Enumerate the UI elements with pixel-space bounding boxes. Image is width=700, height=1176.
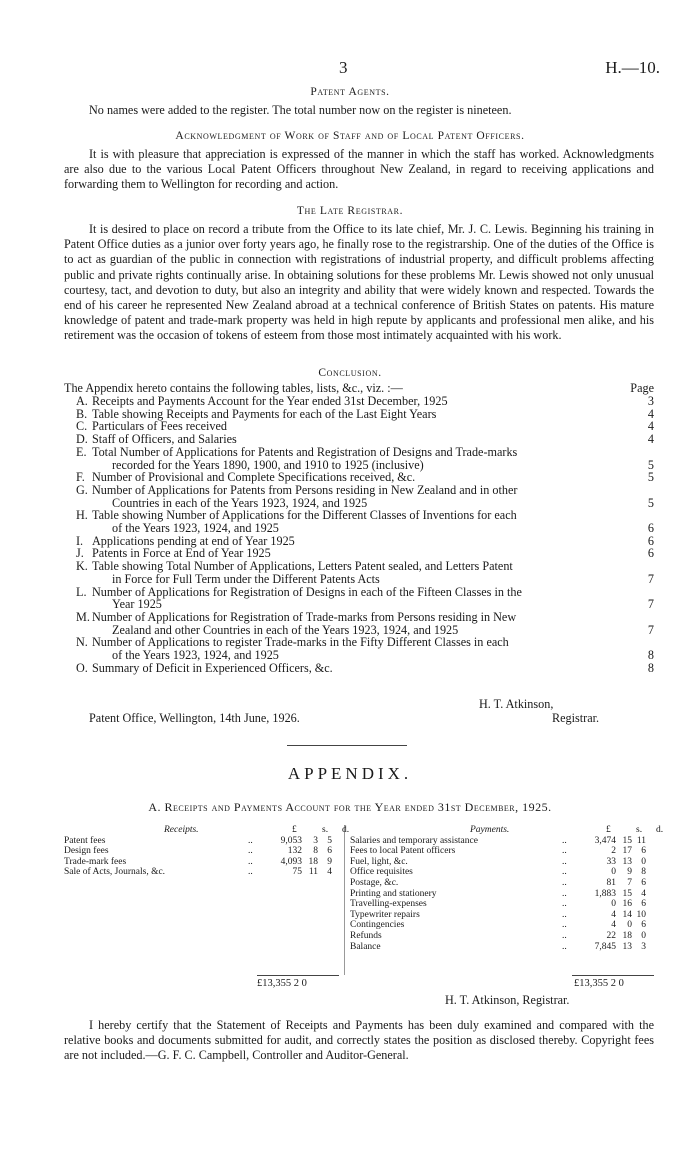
payments-amount-s: 13 — [622, 941, 632, 952]
payments-item-label: Contingencies — [350, 920, 405, 931]
leader-dots: .. — [562, 888, 567, 899]
receipts-amount-l: 75 — [292, 867, 302, 878]
leader-dots: .. — [562, 920, 567, 931]
payments-amount-d: 6 — [641, 846, 646, 857]
place-date: Patent Office, Wellington, 14th June, 1926. — [89, 711, 300, 725]
appendix-title: APPENDIX. — [287, 764, 413, 783]
payments-amount-d: 4 — [641, 888, 646, 899]
leader-dots: .. — [562, 941, 567, 952]
list-item-letter: D. — [76, 432, 88, 447]
receipts-amount-l: 9,053 — [280, 835, 302, 846]
list-item-line: of the Years 1923, 1924, and 1925 — [112, 648, 279, 663]
receipts-amount-l: 132 — [287, 846, 302, 857]
list-item-letter: L. — [76, 584, 87, 599]
list-item-line: Zealand and other Countries in each of the Years 1923, 1924, and 1925 — [112, 622, 459, 637]
payments-amount-d: 3 — [641, 941, 646, 952]
payments-item-label: Postage, &c. — [350, 877, 399, 888]
payments-amount-l: 4 — [611, 920, 616, 931]
payments-amount-l: 0 — [611, 899, 616, 910]
payments-amount-l: 2 — [611, 846, 616, 857]
payments-total-rule — [572, 975, 654, 976]
payments-row — [350, 867, 654, 878]
currency-header-pounds: £ — [606, 825, 611, 835]
receipts-row — [64, 846, 340, 857]
list-item-page: 7 — [647, 571, 654, 586]
receipts-item-label: Patent fees — [64, 835, 106, 846]
leader-dots: .. — [248, 867, 253, 878]
payments-header-row — [350, 825, 664, 836]
list-item-page: 4 — [647, 406, 654, 421]
list-item-line: recorded for the Years 1890, 1900, and 1910 to 1925 (inclusive) — [112, 457, 424, 472]
appendix-signature: H. T. Atkinson, Registrar. — [445, 993, 570, 1007]
payments-total: £13,355 2 0 — [574, 978, 624, 989]
receipts-amount-s: 8 — [313, 846, 318, 857]
list-item-letter: N. — [76, 635, 88, 650]
list-item-letter: E. — [76, 444, 87, 459]
payments-amount-s: 14 — [622, 909, 632, 920]
payments-amount-l: 81 — [606, 877, 616, 888]
payments-row — [350, 931, 654, 942]
list-item-line: of the Years 1923, 1924, and 1925 — [112, 521, 279, 536]
receipts-amount-d: 5 — [327, 835, 332, 846]
payments-item-label: Office requisites — [350, 867, 413, 878]
leader-dots: .. — [562, 930, 567, 941]
list-item-line: Number of Provisional and Complete Specifications received, &c. — [92, 470, 416, 485]
appendix-list-item — [64, 586, 654, 611]
payments-amount-d: 11 — [636, 835, 646, 846]
heading-acknowledgment: Acknowledgment of Work of Staff and of Local Patent Officers. — [175, 130, 525, 142]
receipts-amount-s: 11 — [308, 867, 318, 878]
payments-amount-d: 0 — [641, 856, 646, 867]
leader-dots: .. — [562, 909, 567, 920]
list-item-text — [92, 484, 632, 509]
list-item-text — [92, 611, 632, 636]
audit-certificate: I hereby certify that the Statement of Receipts and Payments has been duly examined and compared with the relative books and documents submitted for audit, and correctly states the position as disclosed thereby. Copyright fees are not included.—G. F. C. Campbell, Controller and Auditor-General. — [64, 1018, 654, 1063]
receipts-amount-s: 3 — [313, 835, 318, 846]
payments-amount-d: 6 — [641, 899, 646, 910]
payments-row — [350, 899, 654, 910]
list-item-letter: K. — [76, 559, 88, 574]
appendix-list-item — [64, 446, 654, 471]
list-item-page: 7 — [647, 622, 654, 637]
list-item-line: Number of Applications for Registration of Trade-marks from Persons residing in New — [92, 609, 517, 624]
appendix-intro-text: The Appendix hereto contains the following tables, lists, &c., viz. :— — [64, 381, 403, 395]
receipts-item-label: Trade-mark fees — [64, 856, 127, 867]
list-item-letter: H. — [76, 508, 88, 523]
payments-row — [350, 878, 654, 889]
list-item-line: Table showing Total Number of Applications, Letters Patent sealed, and Letters Patent — [92, 559, 513, 574]
receipts-amount-d: 6 — [327, 846, 332, 857]
list-item-line: Total Number of Applications for Patents and Registration of Designs and Trade-marks — [92, 444, 518, 459]
list-item-line: Countries in each of the Years 1923, 1924, and 1925 — [112, 495, 368, 510]
list-item-line: Table showing Number of Applications for the Different Classes of Inventions for each — [92, 508, 517, 523]
payments-amount-l: 7,845 — [594, 941, 616, 952]
payments-item-label: Refunds — [350, 930, 382, 941]
payments-amount-d: 6 — [641, 877, 646, 888]
list-item-line: Patents in Force at End of Year 1925 — [92, 546, 271, 561]
appendix-list-item — [64, 433, 654, 446]
payments-row — [350, 920, 654, 931]
payments-row — [350, 857, 654, 868]
payments-amount-l: 1,883 — [594, 888, 616, 899]
payments-item-label: Typewriter repairs — [350, 909, 420, 920]
list-item-text — [92, 446, 632, 471]
list-item-page: 8 — [647, 648, 654, 663]
column-divider — [344, 825, 345, 975]
acknowledgment-text: It is with pleasure that appreciation is expressed of the manner in which the staff has worked. Acknowledgments are also due to the various Local Patent Officers throughout New Zealand, in regard to receiving applications and forwarding them to Wellington for recording and action. — [64, 147, 654, 192]
list-item-text — [92, 509, 632, 534]
payments-row — [350, 836, 654, 847]
list-item-line: Receipts and Payments Account for the Year ended 31st December, 1925 — [92, 394, 448, 408]
registrar-signature-title: Registrar. — [552, 711, 600, 725]
payments-column — [350, 825, 664, 952]
payments-amount-l: 33 — [606, 856, 616, 867]
payments-item-label: Printing and stationery — [350, 888, 437, 899]
receipts-item-label: Sale of Acts, Journals, &c. — [64, 867, 166, 878]
list-item-line: in Force for Full Term under the Different Patents Acts — [112, 571, 380, 586]
list-item-line: Number of Applications for Registration of Designs in each of the Fifteen Classes in the — [92, 584, 522, 599]
receipts-row — [64, 857, 340, 868]
list-item-page: 7 — [647, 597, 654, 612]
payments-amount-s: 7 — [627, 877, 632, 888]
list-item-page: 4 — [647, 419, 654, 434]
page-number: 3 — [339, 58, 348, 77]
appendix-contents-list — [64, 395, 654, 674]
late-registrar-text: It is desired to place on record a tribute from the Office to its late chief, Mr. J. C. Lewis. Beginning his training in Patent Office duties as a junior over forty years ago, he finally rose to the registrarship. One of the duties of the Office is to act as guardian of the public in connection with registrations of industrial property, and difficult problems affecting public and private rights continually arise. In obtaining solutions for these problems Mr. Lewis showed not only unusual courtesy, tact, and devotion to duty, but also an integrity and ability that were widely known and respected. Towards the end of his career he represented New Zealand abroad at a technical conference of British States on patents. His mature knowledge of patent and trade-mark property was held in high repute by applicants and professional men alike, and his retirement was the occasion of tokens of esteem from those most intimately acquainted with his work. — [64, 222, 654, 343]
leader-dots: .. — [562, 846, 567, 857]
receipts-amount-l: 4,093 — [280, 856, 302, 867]
list-item-page: 5 — [647, 457, 654, 472]
currency-header-pence: d. — [656, 825, 664, 835]
payments-amount-l: 3,474 — [594, 835, 616, 846]
list-item-letter: C. — [76, 419, 88, 434]
list-item-letter: I. — [76, 533, 84, 548]
payments-item-label: Travelling-expenses — [350, 899, 427, 910]
list-item-page: 6 — [647, 521, 654, 536]
payments-amount-l: 22 — [606, 930, 616, 941]
list-item-line: Staff of Officers, and Salaries — [92, 432, 237, 447]
payments-label: Payments. — [470, 825, 510, 835]
list-item-text — [92, 395, 632, 408]
payments-amount-d: 10 — [636, 909, 646, 920]
payments-amount-d: 6 — [641, 920, 646, 931]
list-item-text — [92, 636, 632, 661]
receipts-header-row — [64, 825, 350, 836]
list-item-letter: A. — [76, 394, 88, 408]
list-item-page: 6 — [647, 546, 654, 561]
page-column-label: Page — [630, 381, 654, 395]
list-item-letter: M. — [76, 609, 90, 624]
list-item-text — [92, 586, 632, 611]
currency-header-pence: d. — [342, 825, 350, 835]
payments-row — [350, 910, 654, 921]
payments-item-label: Fuel, light, &c. — [350, 856, 408, 867]
payments-item-label: Salaries and temporary assistance — [350, 835, 478, 846]
payments-amount-l: 4 — [611, 909, 616, 920]
registrar-signature-name: H. T. Atkinson, — [479, 697, 554, 711]
section-divider — [287, 745, 407, 746]
payments-amount-s: 17 — [622, 846, 632, 857]
receipts-total-rule — [257, 975, 339, 976]
payments-amount-s: 15 — [622, 888, 632, 899]
payments-amount-s: 16 — [622, 899, 632, 910]
list-item-text — [92, 662, 632, 675]
account-title: A. Receipts and Payments Account for the Year ended 31st December, 1925. — [148, 800, 552, 814]
patent-agents-text: No names were added to the register. The total number now on the register is nineteen. — [89, 103, 512, 117]
payments-amount-d: 8 — [641, 867, 646, 878]
list-item-line: Number of Applications to register Trade-marks in the Fifty Different Classes in each — [92, 635, 509, 650]
leader-dots: .. — [248, 835, 253, 846]
list-item-text — [92, 433, 632, 446]
leader-dots: .. — [248, 846, 253, 857]
payments-row — [350, 846, 654, 857]
leader-dots: .. — [248, 856, 253, 867]
appendix-list-item — [64, 662, 654, 675]
appendix-list-item — [64, 560, 654, 585]
heading-late-registrar: The Late Registrar. — [296, 205, 404, 217]
receipts-amount-s: 18 — [308, 856, 318, 867]
receipts-row — [64, 836, 340, 847]
list-item-letter: O. — [76, 660, 88, 675]
list-item-line: Year 1925 — [112, 597, 162, 612]
leader-dots: .. — [562, 867, 567, 878]
receipts-row — [64, 867, 340, 878]
currency-header-shillings: s. — [322, 825, 329, 835]
payments-amount-s: 13 — [622, 856, 632, 867]
appendix-list-item — [64, 395, 654, 408]
list-item-page: 6 — [647, 533, 654, 548]
list-item-page: 5 — [647, 470, 654, 485]
list-item-text — [92, 560, 632, 585]
list-item-line: Applications pending at end of Year 1925 — [92, 533, 295, 548]
payments-item-label: Balance — [350, 941, 381, 952]
appendix-list-item — [64, 611, 654, 636]
leader-dots: .. — [562, 835, 567, 846]
payments-amount-d: 0 — [641, 930, 646, 941]
leader-dots: .. — [562, 856, 567, 867]
appendix-list-item — [64, 509, 654, 534]
payments-amount-l: 0 — [611, 867, 616, 878]
appendix-list-item — [64, 636, 654, 661]
currency-header-pounds: £ — [292, 825, 297, 835]
list-item-line: Particulars of Fees received — [92, 419, 228, 434]
list-item-letter: J. — [76, 546, 84, 561]
payments-item-label: Fees to local Patent officers — [350, 846, 456, 857]
payments-amount-s: 0 — [627, 920, 632, 931]
leader-dots: .. — [562, 899, 567, 910]
payments-amount-s: 18 — [622, 930, 632, 941]
receipts-column — [64, 825, 350, 878]
receipts-label: Receipts. — [164, 825, 199, 835]
list-item-page: 5 — [647, 495, 654, 510]
heading-patent-agents: Patent Agents. — [310, 86, 390, 98]
list-item-page: 3 — [647, 394, 654, 408]
receipts-item-label: Design fees — [64, 846, 109, 857]
appendix-list-item — [64, 484, 654, 509]
payments-amount-s: 9 — [627, 867, 632, 878]
list-item-line: Table showing Receipts and Payments for each of the Last Eight Years — [92, 406, 437, 421]
list-item-page: 4 — [647, 432, 654, 447]
payments-amount-s: 15 — [622, 835, 632, 846]
currency-header-shillings: s. — [636, 825, 643, 835]
list-item-line: Summary of Deficit in Experienced Officers, &c. — [92, 660, 333, 675]
payments-row — [350, 889, 654, 900]
list-item-letter: B. — [76, 406, 88, 421]
list-item-line: Number of Applications for Patents from Persons residing in New Zealand and in other — [92, 482, 518, 497]
payments-row — [350, 942, 654, 953]
list-item-page: 8 — [647, 660, 654, 675]
receipts-amount-d: 4 — [327, 867, 332, 878]
list-item-letter: G. — [76, 482, 88, 497]
receipts-total: £13,355 2 0 — [257, 978, 307, 989]
document-reference: H.—10. — [605, 58, 660, 77]
leader-dots: .. — [562, 877, 567, 888]
receipts-amount-d: 9 — [327, 856, 332, 867]
list-item-letter: F. — [76, 470, 85, 485]
heading-conclusion: Conclusion. — [318, 367, 382, 379]
